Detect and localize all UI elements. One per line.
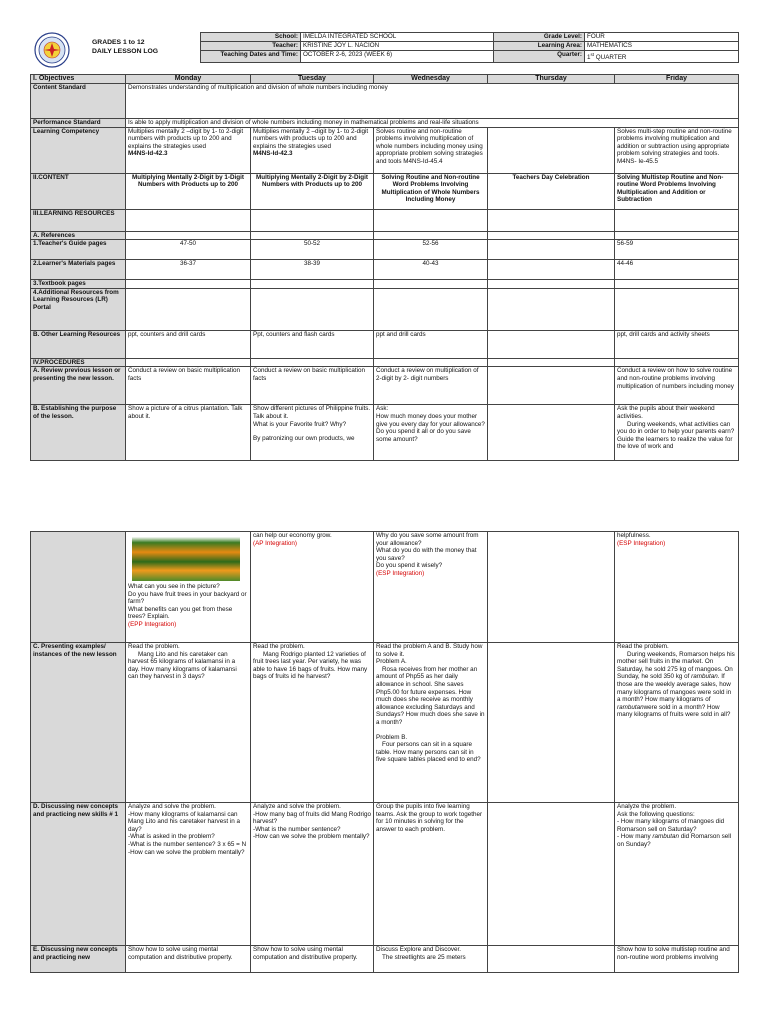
competency-monday [126, 127, 251, 173]
empty-cell [488, 231, 615, 240]
discussing-1-friday-line [617, 833, 736, 848]
learners-materials-monday: 36-37 [126, 260, 251, 280]
teachers-guide-label: 1.Teacher's Guide pages [31, 240, 126, 260]
empty-cell [488, 280, 615, 289]
empty-cell [488, 643, 615, 803]
discussing-1-monday-line: Analyze and solve the problem. [128, 803, 216, 810]
empty-cell [615, 209, 739, 231]
purpose-wednesday-line: Why do you save some amount from your allowance? [376, 532, 479, 547]
teachers-guide-tuesday: 50-52 [251, 240, 374, 260]
performance-standard-value: Is able to apply multiplication and division of whole numbers including money in mathematical problems and real-life situations [126, 119, 739, 128]
purpose-wednesday [374, 405, 488, 461]
empty-cell [615, 288, 739, 330]
discussing-2-friday: Show how to solve multistep routine and non-routine word problems involving [615, 946, 739, 973]
purpose-wednesday-line: Ask: [376, 405, 389, 413]
quarter-text: QUARTER [594, 54, 627, 62]
empty-cell [251, 209, 374, 231]
problem-b-title: Problem B. [376, 733, 408, 741]
presenting-wednesday-line: Read the problem A and B. Study how to solve it. [376, 643, 483, 658]
discussing-1-monday-line: -How can we solve the problem mentally? [128, 848, 245, 856]
purpose-wednesday-line: How much money does your mother give you every day for your allowance? [376, 412, 485, 428]
discussing-2-label: E. Discussing new concepts and practicing new [31, 946, 126, 973]
teacher-value: KRISTINE JOY L. NACION [301, 42, 494, 51]
presenting-friday-problem [617, 651, 736, 719]
other-resources-label: B. Other Learning Resources [31, 330, 126, 358]
teaching-dates-label: Teaching Dates and Time: [201, 51, 301, 63]
title-line-1: GRADES 1 to 12 [92, 39, 145, 46]
learning-area-label: Learning Area: [494, 42, 585, 51]
discussing-1-tuesday-line: -How can we solve the problem mentally? [253, 833, 370, 841]
procedures-label: IV.PROCEDURES [31, 358, 126, 367]
empty-cell [488, 367, 615, 405]
presenting-label: C. Presenting examples/ instances of the new lesson [31, 643, 126, 803]
content-monday: Multiplying Mentally 2-Digit by 1-Digit Numbers with Products up to 200 [126, 173, 251, 209]
column-monday: Monday [126, 75, 251, 84]
discussing-1-tuesday-line: -What is the number sentence? [253, 825, 341, 833]
empty-cell [615, 358, 739, 367]
empty-cell [126, 231, 251, 240]
other-resources-monday: ppt, counters and drill cards [126, 330, 251, 358]
empty-cell [374, 231, 488, 240]
presenting-tuesday-line: Read the problem. [253, 643, 305, 650]
teacher-label: Teacher: [201, 42, 301, 51]
purpose-friday-line: During weekends, what activities can you do in order to help your parents earn? Guide the learners to realize the value for the love of work and [617, 420, 735, 451]
purpose-tuesday-line: By patronizing our own products, we [253, 435, 355, 443]
discussing-1-friday [615, 803, 739, 946]
competency-tuesday [251, 127, 374, 173]
quarter-suffix: st [590, 52, 595, 57]
purpose-friday [615, 405, 739, 461]
purpose-monday-line: What can you see in the picture? [128, 583, 220, 590]
discussing-1-monday [126, 803, 251, 946]
review-tuesday: Conduct a review on basic multiplication facts [251, 367, 374, 405]
discussing-1-monday-line: -How many kilograms of kalamansi can Mang Lito and his caretaker harvest in a day? [128, 810, 241, 833]
rambutan-word: rambutan [652, 833, 679, 841]
discussing-1-monday-line: -What is the number sentence? 3 x 65 = N [128, 840, 247, 848]
quarter-number: 1 [587, 54, 591, 62]
lesson-log-table [30, 74, 739, 461]
school-label: School: [201, 33, 301, 42]
header-info-table [200, 32, 739, 63]
review-friday: Conduct a review on how to solve routine and non-routine problems involving multiplication of numbers including money [615, 367, 739, 405]
esp-integration-tag: (ESP Integration) [617, 539, 666, 547]
review-wednesday: Conduct a review on multiplication of 2-digit by 2- digit numbers [374, 367, 488, 405]
discussing-2-wednesday [374, 946, 488, 973]
purpose-tuesday [251, 405, 374, 461]
presenting-tuesday [251, 643, 374, 803]
purpose-monday-line: What benefits can you get from these trees? Explain. [128, 605, 233, 621]
empty-cell [488, 330, 615, 358]
esp-integration-tag: (ESP Integration) [376, 569, 425, 577]
learning-area-value: MATHEMATICS [585, 42, 739, 51]
purpose-tuesday-line: Talk about it. [253, 412, 289, 420]
empty-cell [488, 946, 615, 973]
textbook-label: 3.Textbook pages [31, 280, 126, 289]
performance-standard-label: Performance Standard [31, 119, 126, 128]
column-thursday: Thursday [488, 75, 615, 84]
discussing-1-friday-text: - How many [617, 833, 651, 841]
content-label: II.CONTENT [31, 173, 126, 209]
review-label: A. Review previous lesson or presenting the new lesson. [31, 367, 126, 405]
presenting-monday-problem: Mang Lito and his caretaker can harvest 65 kilograms of kalamansi in a day. How many kilograms of kalamansi can they harvest in 3 days? [128, 650, 237, 681]
presenting-monday-line: Read the problem. [128, 643, 180, 650]
purpose-label: B. Establishing the purpose of the lesson. [31, 405, 126, 461]
purpose-tuesday-line: What is your Favorite fruit? Why? [253, 420, 347, 428]
deped-seal-logo [34, 32, 70, 68]
purpose-wednesday-cont [374, 532, 488, 643]
discussing-1-tuesday-line: Analyze and solve the problem. [253, 803, 341, 810]
discussing-1-friday-line: - How many kilograms of mangoes did Romarson sell on Saturday? [617, 818, 725, 833]
learners-materials-friday: 44-46 [615, 260, 739, 280]
empty-cell [488, 532, 615, 643]
content-friday: Solving Multistep Routine and Non-routine Word Problems Involving Multiplication and Addition or Subtraction [615, 173, 739, 209]
empty-cell [488, 288, 615, 330]
other-resources-friday: ppt, drill cards and activity sheets [615, 330, 739, 358]
discussing-1-friday-line: Ask the following questions: [617, 810, 695, 818]
competency-friday: Solves multi-step routine and non-routine problems involving multiplication and addition or subtraction using appropriate problem solving strategies and tools. M4NS- Ie-45.5 [615, 127, 739, 173]
empty-cell [488, 803, 615, 946]
citrus-plantation-image [132, 533, 240, 581]
presenting-wednesday [374, 643, 488, 803]
teaching-dates-value: OCTOBER 2-6, 2023 (WEEK 6) [301, 51, 494, 63]
column-friday: Friday [615, 75, 739, 84]
empty-cell [251, 358, 374, 367]
problem-a-text: Rosa receives from her mother an amount of Php55 as her daily allowance in school. She saves Php5.00 for future expenses. How much does she receive as monthly allowance excluding Saturdays and Sundays? How much does she save in a month? [376, 665, 485, 726]
purpose-friday-line: helpfulness. [617, 532, 651, 539]
empty-cell [126, 280, 251, 289]
purpose-wednesday-line: What do you do with the money that you save? [376, 547, 477, 562]
competency-wednesday: Solves routine and non-routine problems involving multiplication of whole numbers including money using appropriate problem solving strategies and tools M4NS-Id-45.4 [374, 127, 488, 173]
problem-b-text: Four persons can sit in a square table. How many persons can sit in five square tables placed end to end? [376, 741, 481, 764]
empty-cell [488, 405, 615, 461]
rambutan-word: rambutan [617, 703, 644, 711]
learning-resources-label: III.LEARNING RESOURCES [31, 209, 126, 231]
discussing-2-tuesday: Show how to solve using mental computation and distributive property. [251, 946, 374, 973]
grade-level-value: FOUR [585, 33, 739, 42]
purpose-friday-cont [615, 532, 739, 643]
teachers-guide-friday: 56-59 [615, 240, 739, 260]
empty-cell [251, 280, 374, 289]
purpose-monday-cont [126, 532, 251, 643]
empty-cell [251, 231, 374, 240]
other-resources-wednesday: ppt and drill cards [374, 330, 488, 358]
empty-cell [374, 358, 488, 367]
column-objectives: I. Objectives [31, 75, 126, 84]
presenting-friday-text: were sold in a month? How many kilograms of fruits were sold in all? [617, 703, 731, 719]
competency-monday-text: Multiplies mentally 2 –digit by 1- to 2-digit numbers with products up to 200 and explains the strategies used [128, 127, 244, 150]
empty-cell [488, 358, 615, 367]
school-value: IMELDA INTEGRATED SCHOOL [301, 33, 494, 42]
discussing-1-monday-line: -What is asked in the problem? [128, 833, 215, 841]
references-label: A. References [31, 231, 126, 240]
quarter-value [585, 51, 739, 63]
presenting-friday-text: . If those are the weekly average sales, how many kilograms of mangoes were sold in a month? How many kilograms of [617, 673, 732, 704]
discussing-2-wednesday-line: The streetlights are 25 meters [382, 953, 466, 961]
competency-thursday [488, 127, 615, 173]
empty-cell [488, 260, 615, 280]
competency-label: Learning Competency [31, 127, 126, 173]
content-thursday: Teachers Day Celebration [488, 173, 615, 209]
competency-tuesday-text: Multiplies mentally 2 –digit by 1- to 2-digit numbers with products up to 200 and explains the strategies used [253, 127, 369, 150]
empty-cell [615, 231, 739, 240]
grade-level-label: Grade Level: [494, 33, 585, 42]
learners-materials-wednesday: 40-43 [374, 260, 488, 280]
teachers-guide-wednesday: 52-56 [374, 240, 488, 260]
purpose-wednesday-line: Do you spend it wisely? [376, 562, 443, 570]
discussing-1-label: D. Discussing new concepts and practicing new skills # 1 [31, 803, 126, 946]
empty-cell [126, 358, 251, 367]
purpose-wednesday-line: Do you spend it all or do you save some amount? [376, 428, 471, 443]
discussing-2-wednesday-line: Discuss Explore and Discover. [376, 946, 462, 953]
presenting-friday-line: Read the problem. [617, 643, 669, 650]
empty-cell [488, 209, 615, 231]
column-tuesday: Tuesday [251, 75, 374, 84]
competency-tuesday-code: M4NS-Id-42.3 [253, 150, 293, 158]
ap-integration-tag: (AP Integration) [253, 539, 297, 547]
content-wednesday: Solving Routine and Non-routine Word Problems Involving Multiplication of Whole Numbers Including Money [374, 173, 488, 209]
empty-cell [126, 288, 251, 330]
empty-cell [615, 280, 739, 289]
other-resources-tuesday: Ppt, counters and flash cards [251, 330, 374, 358]
discussing-1-friday-line: Analyze the problem. [617, 803, 677, 810]
review-monday: Conduct a review on basic multiplication facts [126, 367, 251, 405]
additional-resources-label: 4.Additional Resources from Learning Resources (LR) Portal [31, 288, 126, 330]
empty-label-cell [31, 532, 126, 643]
discussing-1-tuesday [251, 803, 374, 946]
empty-cell [374, 280, 488, 289]
empty-cell [488, 240, 615, 260]
presenting-friday-text: During weekends, Romarson helps his mother sell fruits in the market. On Saturday, he sold 275 kg of mangoes. On Sunday, he sold 350 kg of [617, 650, 735, 681]
competency-monday-code: M4NS-Id-42.3 [128, 150, 168, 158]
learners-materials-label: 2.Learner's Materials pages [31, 260, 126, 280]
discussing-1-friday-text: did Romarson sell on Sunday? [617, 833, 732, 848]
column-wednesday: Wednesday [374, 75, 488, 84]
presenting-friday [615, 643, 739, 803]
empty-cell [374, 209, 488, 231]
content-standard-value: Demonstrates understanding of multiplication and division of whole numbers including money [126, 84, 739, 119]
purpose-friday-line: Ask the pupils about their weekend activities. [617, 405, 715, 420]
discussing-1-wednesday: Group the pupils into five learning teams. Ask the group to work together for 10 minutes in solving for the answer to each problem. [374, 803, 488, 946]
empty-cell [126, 209, 251, 231]
empty-cell [374, 288, 488, 330]
epp-integration-tag: (EPP Integration) [128, 620, 177, 628]
discussing-1-tuesday-line: -How many bag of fruits did Mang Rodrigo harvest? [253, 810, 371, 826]
presenting-monday [126, 643, 251, 803]
learners-materials-tuesday: 38-39 [251, 260, 374, 280]
problem-a-title: Problem A. [376, 658, 407, 666]
content-tuesday: Multiplying Mentally 2-Digit by 2-Digit Numbers with Products up to 200 [251, 173, 374, 209]
teachers-guide-monday: 47-50 [126, 240, 251, 260]
purpose-tuesday-line: can help our economy grow. [253, 532, 332, 539]
rambutan-word: rambutan [691, 673, 718, 681]
lesson-log-table-page-2 [30, 531, 739, 973]
purpose-monday-line: Do you have fruit trees in your backyard or farm? [128, 590, 247, 606]
title-line-2: DAILY LESSON LOG [92, 48, 159, 55]
purpose-monday: Show a picture of a citrus plantation. Talk about it. [126, 405, 251, 461]
purpose-tuesday-cont [251, 532, 374, 643]
presenting-tuesday-problem: Mang Rodrigo planted 12 varieties of fruit trees last year. Per variety, he was able to have 16 bags of fruits. How many bags of fruits id he harvest? [253, 650, 368, 681]
purpose-tuesday-line: Show different pictures of Philippine fruits. [253, 405, 371, 413]
content-standard-label: Content Standard [31, 84, 126, 119]
document-title [92, 38, 158, 56]
discussing-2-monday: Show how to solve using mental computation and distributive property. [126, 946, 251, 973]
quarter-label: Quarter: [494, 51, 585, 63]
empty-cell [251, 288, 374, 330]
